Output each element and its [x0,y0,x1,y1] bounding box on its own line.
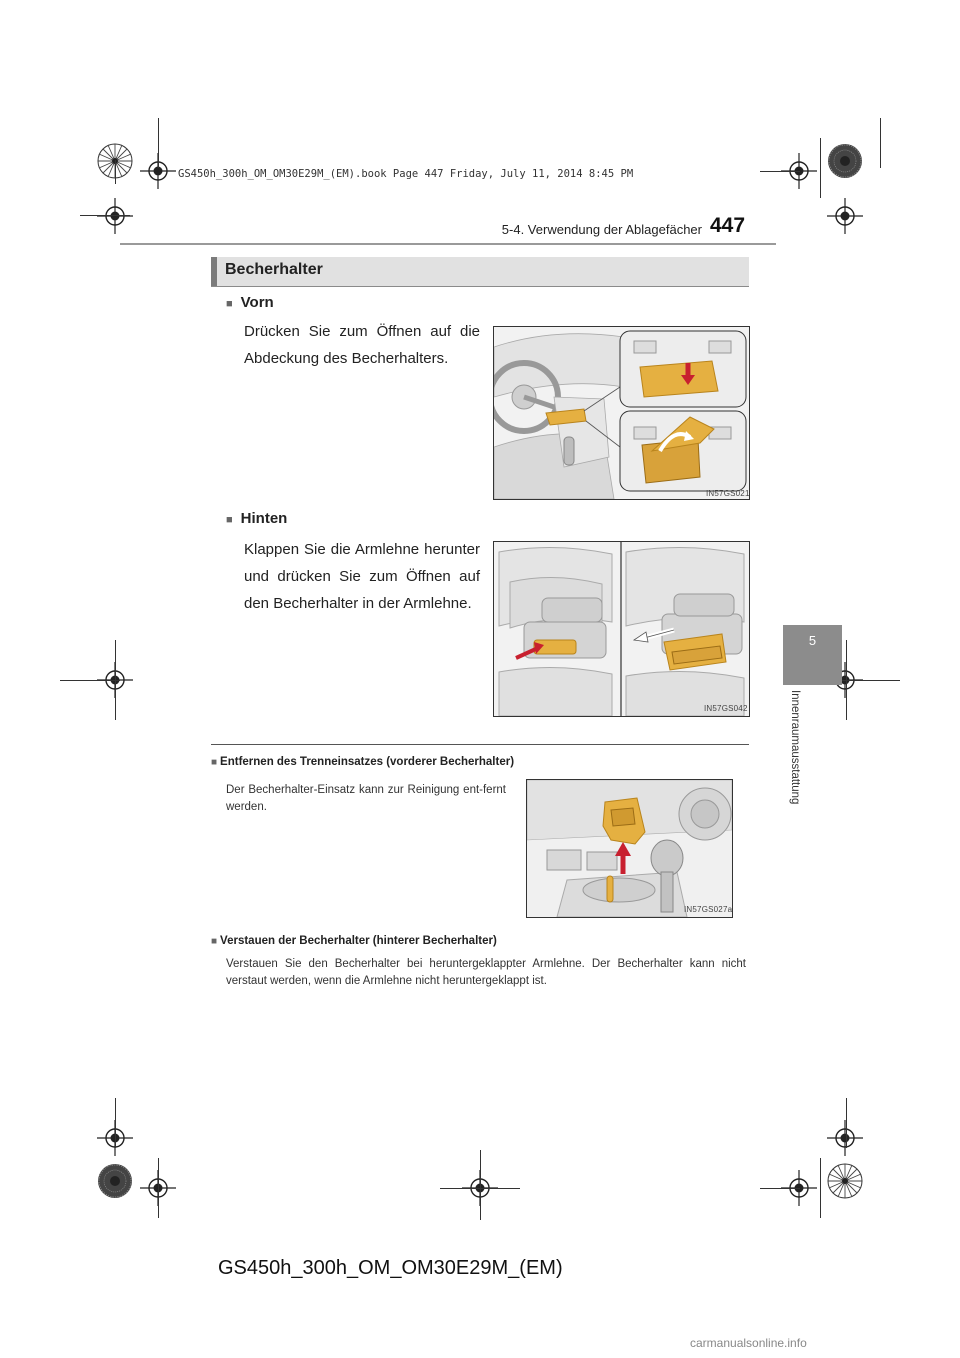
crop-line [880,118,881,168]
watermark: carmanualsonline.info [690,1336,807,1350]
removal-image-code: IN57GS027a [684,905,733,914]
storing-note-text: Verstauen Sie den Becherhalter bei heruntergeklappter Armlehne. Der Becherhalter kann nicht verstaut werden, wenn die Armlehne nicht heruntergeklappt ist. [226,958,746,987]
section-heading-accent [211,257,217,286]
crop-line [80,215,130,216]
chapter-label: Innenraumausstattung [789,690,801,805]
crop-line [760,171,800,172]
crop-line [158,1158,159,1218]
print-info-line: GS450h_300h_OM_OM30E29M_(EM).book Page 447 Friday, July 11, 2014 8:45 PM [178,168,634,180]
notes-divider [211,744,749,745]
registration-mark-icon [97,198,133,234]
bullet-square-icon: ■ [226,298,233,310]
crop-line [480,1150,481,1220]
removal-illustration [526,779,733,918]
crop-line [846,1098,847,1148]
crop-line [760,1188,800,1189]
bullet-square-icon: ■ [211,757,218,768]
crop-line [115,640,116,720]
subsection-front-title: ■ Vorn [226,294,274,311]
crop-line [158,118,159,168]
crop-line [60,680,120,681]
storing-note-title: ■ Verstauen der Becherhalter (hinterer Becherhalter) [211,935,497,947]
registration-mark-icon [827,143,863,179]
registration-mark-icon [827,198,863,234]
crop-line [115,160,116,184]
front-instruction: Drücken Sie zum Öffnen auf die Abdeckung des Becherhalters. [244,323,480,367]
removal-note-text: Der Becherhalter-Einsatz kann zur Reinigung ent-fernt werden. [226,784,506,813]
section-heading-underline [211,286,749,287]
rear-instruction: Klappen Sie die Armlehne herunter und drücken Sie zum Öffnen auf den Becherhalter in der Armlehne. [244,541,480,612]
crop-line [820,1158,821,1218]
registration-mark-icon [97,1163,133,1199]
front-image-code: IN57GS021 [706,489,750,498]
rear-cupholder-illustration [493,541,750,717]
page-number: 447 [710,214,746,237]
subsection-rear-title: ■ Hinten [226,510,288,527]
bullet-square-icon: ■ [226,514,233,526]
section-heading: Becherhalter [225,261,323,278]
registration-mark-icon [827,1120,863,1156]
removal-note-title: ■ Entfernen des Trenneinsatzes (vorderer Becherhalter) [211,756,515,768]
chapter-number: 5 [808,633,817,648]
rear-image-code: IN57GS042 [704,704,748,713]
bullet-square-icon: ■ [211,936,218,947]
footer-model-code: GS450h_300h_OM_OM30E29M_(EM) [218,1257,563,1279]
registration-mark-icon [827,1163,863,1199]
crop-line [820,138,821,198]
front-cupholder-illustration [493,326,750,500]
section-title: 5-4. Verwendung der Ablagefächer [501,222,702,237]
crop-line [115,1098,116,1148]
header-rule [120,243,776,245]
